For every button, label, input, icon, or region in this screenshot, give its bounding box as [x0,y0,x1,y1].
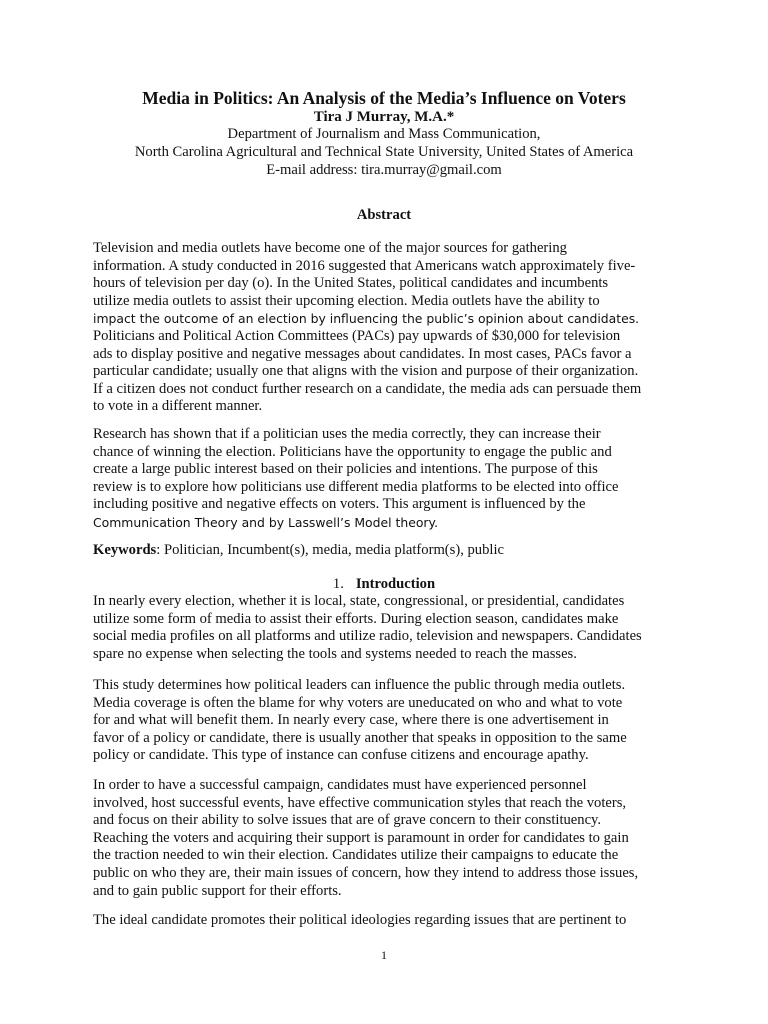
text-line: to vote in a different manner. [93,398,263,415]
author-name: Tira J Murray, M.A.* [313,109,455,125]
text-line: the traction needed to win their election. Candidates utilize their campaigns to educate the [93,847,619,864]
text-line: Communication Theory and by Lasswell’s Model theory. [93,514,439,530]
text-line: In nearly every election, whether it is local, state, congressional, or presidential, candidates [93,593,625,609]
text-line: Reaching the voters and acquiring their support is paramount in order for candidates to gain [93,829,629,846]
text-line: and to gain public support for their efforts. [93,882,342,899]
abstract-paragraph-1 [93,240,683,416]
text-line: Television and media outlets have become one of the major sources for gathering [93,240,567,256]
affiliation-line: Department of Journalism and Mass Communication, [227,126,541,142]
abstract-heading: Abstract [356,207,412,223]
page-number: 1 [381,948,387,962]
text-line: create a large public interest based on their policies and intentions. The purpose of this [93,461,598,478]
text-line: This study determines how political leaders can influence the public through media outlets. [93,677,626,693]
text-line: for and what will benefit them. In nearly every case, where there is one advertisement in [93,712,609,729]
intro-paragraph-1 [93,593,683,663]
text-line: spare no expense when selecting the tools and systems needed to reach the masses. [93,645,577,662]
text-line: Media coverage is often the blame for why voters are uneducated on who and what to vote [93,694,623,711]
text-line: including positive and negative effects on voters. This argument is influenced by the [93,496,586,513]
text-line: impact the outcome of an election by influencing the public’s opinion about candidates. [93,311,640,327]
abstract-paragraph-2 [93,426,683,532]
keywords-text: : Politician, Incumbent(s), media, media platform(s), public [156,542,504,558]
text-line: and focus on their ability to solve issues that are of grave concern to their constituency. [93,812,602,829]
text-line: policy or candidate. This type of instance can confuse citizens and encourage apathy. [93,747,589,764]
text-line: hours of television per day (o). In the United States, political candidates and incumbents [93,275,609,292]
text-line: If a citizen does not conduct further research on a candidate, the media ads can persuade them [93,380,642,397]
affiliation-block [0,125,768,179]
keywords-label: Keywords [93,542,157,558]
text-line: information. A study conducted in 2016 suggested that Americans watch approximately five- [93,257,636,274]
text-line: particular candidate; usually one that aligns with the vision and purpose of their organization. [93,363,639,380]
text-line: involved, host successful events, have effective communication styles that reach the voters, [93,794,627,811]
text-line: chance of winning the election. Politicians have the opportunity to engage the public and [93,443,612,460]
section-title: Introduction [355,576,436,592]
keywords-line [93,542,683,560]
intro-paragraph-3 [93,777,683,900]
text-line: ads to display positive and negative messages about candidates. In most cases, PACs favor a [93,345,632,362]
text-line: review is to explore how politicians use different media platforms to be elected into office [93,478,619,495]
affiliation-line: North Carolina Agricultural and Technical State University, United States of America [134,144,634,160]
paper-title: Media in Politics: An Analysis of the Media’s Influence on Voters [142,88,626,108]
section-number: 1. [332,576,344,592]
text-line: utilize some form of media to assist their efforts. During election season, candidates make [93,610,619,627]
text-line: Research has shown that if a politician uses the media correctly, they can increase their [93,426,601,442]
text-line: In order to have a successful campaign, candidates must have experienced personnel [93,777,587,793]
intro-paragraph-4 [93,912,683,930]
section-heading-introduction [0,575,768,593]
intro-paragraph-2 [93,677,683,765]
text-line: social media profiles on all platforms and utilize radio, television and newspapers. Candidates [93,628,642,645]
text-line: Politicians and Political Action Committees (PACs) pay upwards of $30,000 for television [93,327,621,344]
text-line: public on who they are, their main issues of concern, how they intend to address those issues, [93,864,639,881]
text-line: The ideal candidate promotes their political ideologies regarding issues that are pertinent to [93,912,627,928]
text-line: favor of a policy or candidate, there is usually another that speaks in opposition to the same [93,729,627,746]
email-line: E-mail address: tira.murray@gmail.com [266,162,502,178]
text-line: utilize media outlets to assist their upcoming election. Media outlets have the ability to [93,292,600,309]
